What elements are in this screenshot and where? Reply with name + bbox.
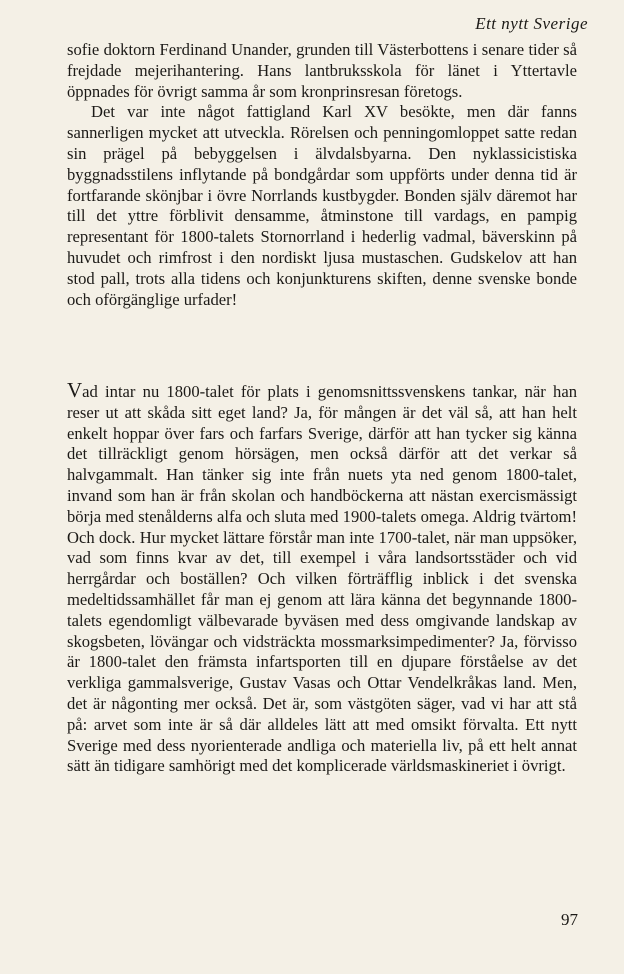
page-number: 97 [561,910,578,929]
paragraph: Det var inte något fattigland Karl XV besökte, men där fanns sannerligen mycket att utveckla. Rörelsen och penningomloppet satte redan sin prägel på bebyggelsen i älvdalsbyarna. Den nyklassicistiska byggnadsstilens inflytande på bondgårdar som uppförts under denna tid är fortfarande skönjbar i övre Norrlands kustbygder. Bonden själv däremot har till det yttre förblivit densamme, åtminstone till vardags, en pampig representant för 1800-talets Stornorrland i hederlig vadmal, bäverskinn på huvudet och rimfrost i den nordiskt ljusa mustaschen. Gudskelov att han stod pall, trots alla tidens och konjunkturens skiften, denne svenske bonde och oförgänglige urfader! [67,102,577,309]
text-section-1 [67,40,577,310]
text-section-2 [67,380,577,777]
running-title: Ett nytt Sverige [475,14,588,33]
paragraph: Vad intar nu 1800-talet för plats i genomsnittssvenskens tankar, när han reser ut att skåda sitt eget land? Ja, för mången är det väl så, att han helt enkelt hoppar över fars och farfars Sverige, därför att han tycker sig känna det tillräckligt genom hörsägen, men också därför att det verkar så halvgammalt. Han tänker sig inte från nuets yta ned genom 1800-talet, invand som han är från skolan och handböckerna att nästan exercismässigt börja med stenålderns alfa och sluta med 1900-talets omega. Aldrig tvärtom! Och dock. Hur mycket lättare förstår man inte 1700-talet, när man uppsöker, vad som finns kvar av det, till exempel i våra landsortsstäder och vid herrgårdar och boställen? Och vilken förträfflig inblick i det svenska medeltidssamhället får man ej genom att lära känna det begynnande 1800-talets egendomligt välbevarade byväsen med dess omgivande landskap av skogsbeten, lövängar och vidsträckta mossmarksimpedimenter? Ja, förvisso är 1800-talet den främsta infartsporten till en djupare förståelse av det verkliga gammalsverige, Gustav Vasas och Ottar Vendelkråkas land. Men, det är någonting mer också. Det är, som västgöten säger, vad vi har att stå på: arvet som inte är så där alldeles lätt att med omsikt förvalta. Ett nytt Sverige med dess nyorienterade andliga och materiella liv, på ett helt annat sätt än tidigare samhörigt med det komplicerade världsmaskineriet i övrigt. [67,378,577,776]
paragraph: sofie doktorn Ferdinand Unander, grunden till Västerbottens i senare tider så frejdade mejerihantering. Hans lantbruksskola för länet i Yttertavle öppnades för övrigt samma år som kronprinsresan företogs. [67,40,577,101]
